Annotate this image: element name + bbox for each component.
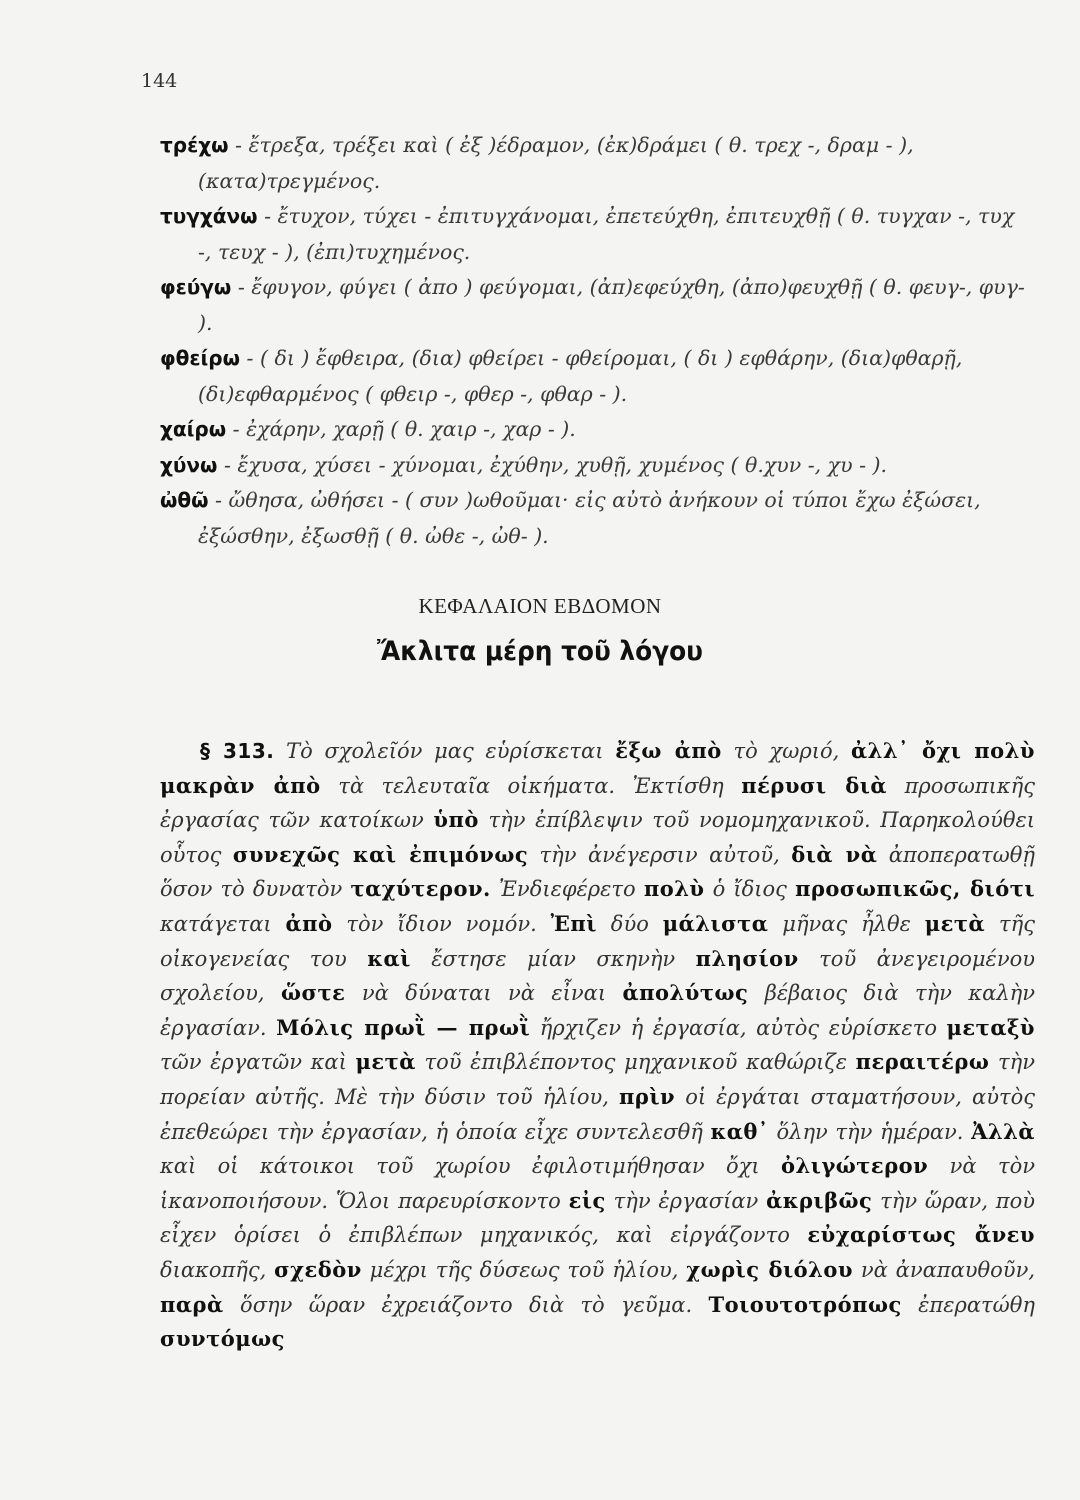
emphasized-word: ἀπολύτως	[622, 980, 749, 1006]
emphasized-word: χωρὶς διόλου	[686, 1256, 853, 1282]
emphasized-word: προσωπικῶς, διότι	[795, 876, 1036, 902]
text-run: μῆνας ἦλθε	[768, 911, 925, 936]
verb-headword: φεύγω	[160, 275, 232, 299]
emphasized-word: εὐχαρίστως ἄνευ	[807, 1222, 1035, 1248]
verb-headword: τυγχάνω	[160, 204, 258, 228]
text-run: ἀποπερατωθῇ ὅσον τὸ δυνατὸν	[160, 842, 1035, 902]
verb-forms: - ἔτυχον, τύχει - ἐπιτυγχάνομαι, ἐπετεύχθη, ἐπιτευχθῇ ( θ. τυγχαν -, τυχ -, τευχ - ), (ἐπι)τυχημένος.	[198, 204, 1015, 264]
emphasized-word: Μόλις πρωῒ — πρωῒ	[276, 1014, 531, 1040]
text-run: ὅσην ὥραν ἐχρειάζοντο διὰ τὸ γεῦμα.	[223, 1292, 709, 1317]
verb-entry	[160, 483, 1030, 554]
emphasized-word: πρὶν	[619, 1083, 676, 1109]
text-run: Ἐνδιεφέρετο	[490, 877, 644, 902]
text-run: τὸ χωριό,	[721, 739, 851, 763]
emphasized-word: πέρυσι διὰ	[741, 772, 888, 798]
emphasized-word: πολὺ	[643, 876, 705, 902]
emphasized-word: ὥστε	[281, 980, 346, 1006]
text-run: ὅλην τὴν ἡμέραν.	[768, 1119, 972, 1144]
text-run: ὁ ἴδιος	[704, 877, 796, 902]
emphasized-word: συνεχῶς καὶ ἐπιμόνως	[232, 841, 529, 867]
emphasized-word: μεταξὺ	[946, 1014, 1035, 1040]
page-number: 144	[141, 70, 178, 92]
text-run: οἱ ἐργάται σταματήσουν, αὐτὸς ἐπεθεώρει τὴν ἐργασίαν, ἡ ὁποία εἶχε συντελεσθῆ	[160, 1084, 1035, 1144]
emphasized-word: ταχύτερον.	[350, 876, 491, 902]
verb-headword: φθείρω	[160, 346, 241, 370]
emphasized-word: εἰς	[568, 1187, 606, 1213]
text-run: νὰ ἀναπαυθοῦν,	[852, 1257, 1036, 1282]
verb-forms: - ἐχάρην, χαρῇ ( θ. χαιρ -, χαρ - ).	[226, 417, 576, 441]
emphasized-word: Τοιουτοτρόπως	[708, 1291, 902, 1317]
text-run: ἤρχιζεν ἡ ἐργασία, αὐτὸς εὑρίσκετο	[530, 1015, 947, 1040]
verb-forms: - ὤθησα, ὠθήσει - ( συν )ωθοῦμαι· εἰς αὐτὸ ἀνήκουν οἱ τύποι ἔχω ἐξώσει, ἐξώσθην, ἐξωσθῇ ( θ. ὠθε -, ὠθ- ).	[198, 488, 981, 548]
text-run: τοῦ ἐπιβλέποντος μηχανικοῦ καθώριζε	[415, 1050, 856, 1075]
verb-forms: - ἔχυσα, χύσει - χύνομαι, ἐχύθην, χυθῇ, χυμένος ( θ.χυν -, χυ - ).	[217, 452, 888, 477]
verb-entry	[160, 341, 1030, 412]
paragraph-body	[160, 739, 1035, 1351]
text-run: καὶ οἱ κάτοικοι τοῦ χωρίου ἐφιλοτιμήθησαν ὄχι	[160, 1154, 782, 1179]
emphasized-word: Ἀλλὰ	[971, 1118, 1035, 1144]
verb-headword: χύνω	[160, 452, 218, 477]
emphasized-word: ἔξω ἀπὸ	[615, 738, 722, 763]
emphasized-word: ἀπὸ	[285, 910, 333, 936]
verb-entry	[160, 448, 1030, 484]
emphasized-word: ἀλλ᾽ ὄχι πολὺ μακρὰν ἀπὸ	[160, 738, 1035, 798]
emphasized-word: ἀκριβῶς	[766, 1187, 873, 1213]
text-run: τὴν ὥραν, ποὺ εἶχεν ὁρίσει ὁ ἐπιβλέπων μηχανικός, καὶ εἰργάζοντο	[160, 1188, 1036, 1248]
text-run: τὴν ἐπίβλεψιν τοῦ νομομηχανικοῦ. Παρηκολούθει οὗτος	[160, 808, 1035, 867]
verb-list	[160, 128, 1030, 554]
emphasized-word: παρὰ	[160, 1291, 224, 1317]
verb-headword: ὠθῶ	[160, 488, 209, 512]
emphasized-word: καὶ	[367, 945, 411, 971]
text-run: τοῦ ἀνεγειρομένου σχολείου,	[160, 946, 1036, 1006]
text-run: ἐπερατώθη	[901, 1292, 1035, 1317]
section-title: Ἄκλιτα μέρη τοῦ λόγου	[377, 636, 703, 667]
emphasized-word: ὑπὸ	[433, 807, 479, 833]
verb-forms: - ( δι ) ἔφθειρα, (δια) φθείρει - φθείρομαι, ( δι ) εφθάρην, (δια)φθαρῇ, (δι)εφθαρμένος ( φθειρ -, φθερ -, φθαρ - ).	[198, 346, 963, 406]
emphasized-word: σχεδὸν	[274, 1256, 362, 1282]
emphasized-word: μετὰ	[355, 1049, 416, 1075]
verb-headword: τρέχω	[160, 133, 229, 157]
emphasized-word: διὰ νὰ	[791, 841, 878, 867]
text-run: τὴν πορείαν αὐτῆς. Μὲ τὴν δύσιν τοῦ ἡλίου,	[160, 1050, 1035, 1109]
emphasized-word: Ἐπὶ	[550, 910, 597, 936]
chapter-heading: ΚΕΦΑΛΑΙΟΝ ΕΒΔΟΜΟΝ	[418, 594, 662, 618]
emphasized-word: πλησίον	[695, 945, 799, 971]
verb-entry	[160, 270, 1030, 341]
text-run: ἔστησε μίαν σκηνὴν	[410, 946, 696, 971]
verb-entry	[160, 412, 1030, 448]
verb-entry	[160, 199, 1030, 270]
verb-headword: χαίρω	[160, 417, 227, 441]
text-run: κατάγεται	[160, 911, 286, 936]
text-run: τῆς οἰκογενείας του	[160, 911, 1036, 971]
emphasized-word: μετὰ	[924, 910, 986, 936]
emphasized-word: περαιτέρω	[855, 1049, 990, 1075]
text-run: νὰ δύναται νὰ εἶναι	[345, 981, 623, 1006]
text-run: δύο	[596, 911, 663, 936]
text-run: προσωπικῆς ἐργασίας τῶν κατοίκων	[160, 773, 1035, 833]
text-run: βέβαιος διὰ τὴν καλὴν ἐργασίαν.	[160, 981, 1035, 1040]
text-run: τὸν ἴδιον νομόν.	[332, 911, 551, 936]
section-number: § 313.	[200, 739, 275, 763]
verb-forms: - ἔτρεξα, τρέξει καὶ ( ἐξ )έδραμον, (ἐκ)δράμει ( θ. τρεχ -, δραμ - ), (κατα)τρεγμένος.	[198, 133, 914, 193]
emphasized-word: συντόμως	[160, 1326, 285, 1352]
text-run: τὴν ἀνέγερσιν αὐτοῦ,	[528, 842, 792, 867]
text-run: τὴν ἐργασίαν	[605, 1188, 767, 1213]
text-run: μέχρι τῆς δύσεως τοῦ ἡλίου,	[361, 1257, 687, 1282]
section-paragraph	[160, 734, 1035, 1357]
text-run: διακοπῆς,	[160, 1257, 275, 1282]
emphasized-word: ὀλιγώτερον	[781, 1153, 929, 1179]
text-run: νὰ τὸν ἱκανοποιήσουν. Ὅλοι παρευρίσκοντο	[160, 1154, 1035, 1213]
emphasized-word: μάλιστα	[662, 910, 769, 936]
emphasized-word: καθ᾽	[710, 1118, 769, 1144]
verb-forms: - ἔφυγον, φύγει ( ἀπο ) φεύγομαι, (ἀπ)εφεύχθη, (ἀπο)φευχθῇ ( θ. φευγ-, φυγ- ).	[198, 275, 1025, 335]
text-run: Τὸ σχολεῖόν μας εὑρίσκεται	[286, 739, 616, 763]
verb-entry	[160, 128, 1030, 199]
text-run: τῶν ἐργατῶν καὶ	[160, 1050, 356, 1075]
text-run: τὰ τελευταῖα οἰκήματα. Ἐκτίσθη	[320, 773, 742, 798]
